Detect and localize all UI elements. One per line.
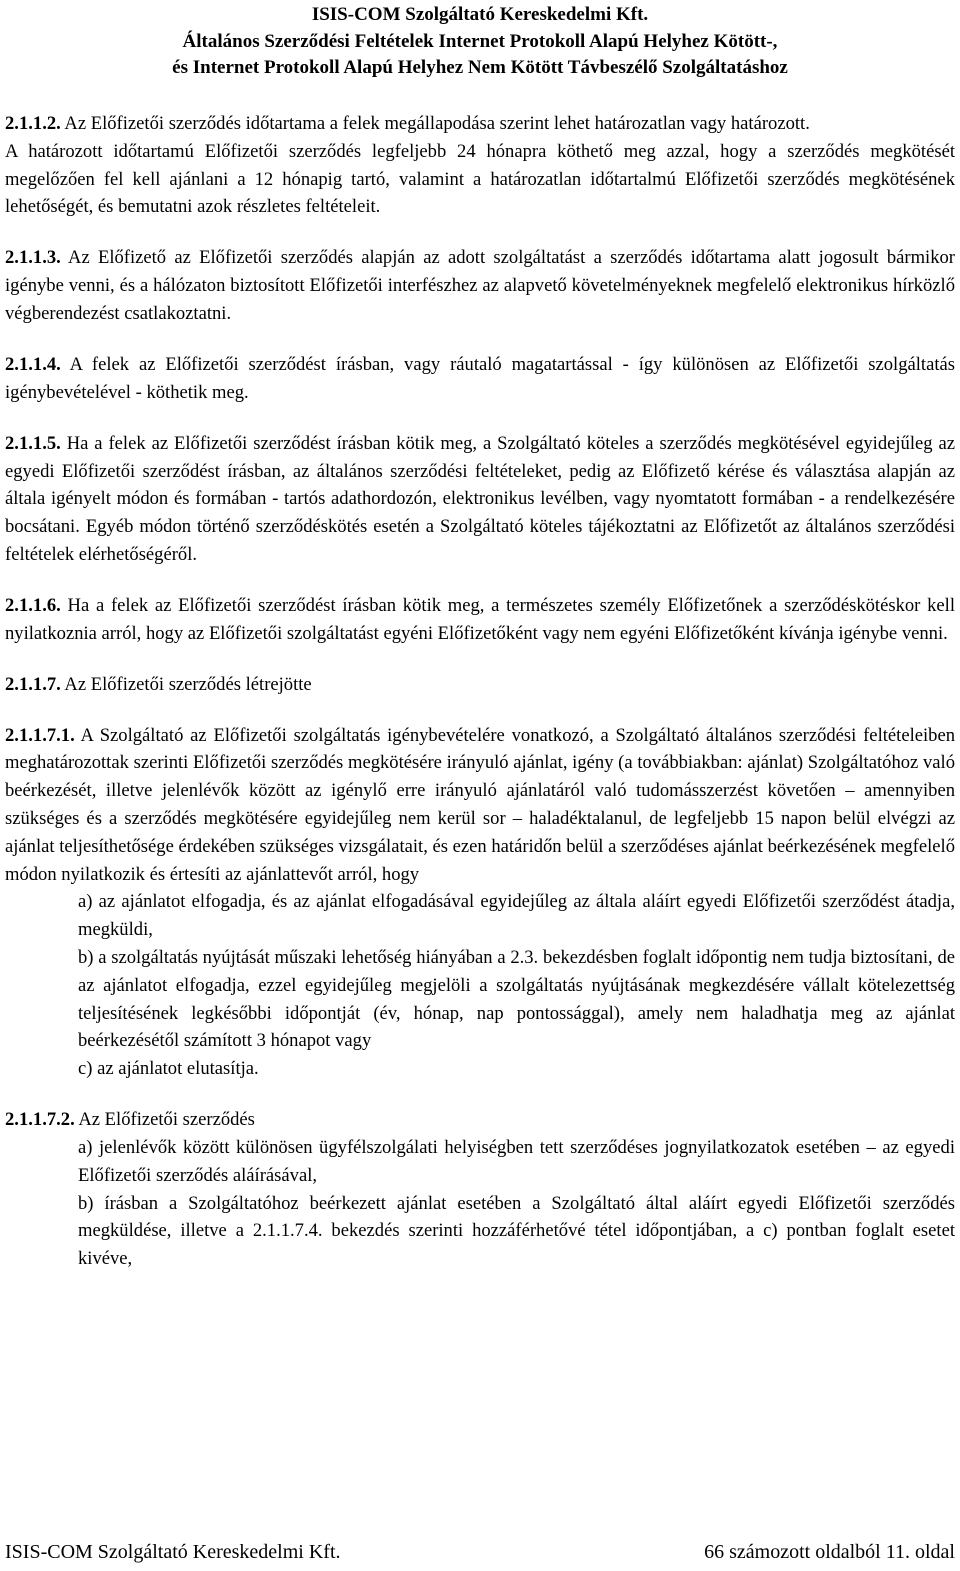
paragraph-2-1-1-7-2 bbox=[5, 1106, 955, 1134]
paragraph-2-1-1-7 bbox=[5, 671, 955, 699]
paragraph-text: Az Előfizetői szerződés időtartama a felek megállapodása szerint lehet határozatlan vagy határozott. bbox=[60, 113, 810, 134]
footer-page-number: 66 számozott oldalból 11. oldal bbox=[704, 1541, 955, 1563]
paragraph-text: A határozott időtartamú Előfizetői szerződés legfeljebb 24 hónapra köthető meg azzal, hogy a szerződés megkötését megelőzően fel kell ajánlani a 12 hónapig tartó, valamint a határozatlan időtartalmú Előfizetői szerződés megkötésének lehetőségét, és bemutatni azok részletes feltételeit. bbox=[5, 140, 955, 218]
section-number: 2.1.1.5. bbox=[5, 432, 61, 454]
page-footer bbox=[5, 1538, 955, 1566]
paragraph-text: Az Előfizetői szerződés bbox=[74, 1109, 255, 1131]
footer-company: ISIS-COM Szolgáltató Kereskedelmi Kft. bbox=[5, 1541, 341, 1563]
section-number: 2.1.1.2. bbox=[5, 113, 61, 134]
header-title-line2: és Internet Protokoll Alapú Helyhez Nem Kötött Távbeszélő Szolgáltatáshoz bbox=[172, 57, 788, 78]
paragraph-2-1-1-4 bbox=[5, 351, 955, 407]
paragraph-2-1-1-2 bbox=[5, 110, 955, 138]
paragraph-2-1-1-7-1 bbox=[5, 722, 955, 889]
paragraph-text: A felek az Előfizetői szerződést írásban, vagy ráutaló magatartással - így különösen az Előfizetői szolgáltatás igénybevételével - köthetik meg. bbox=[5, 353, 955, 403]
section-number: 2.1.1.4. bbox=[5, 353, 61, 375]
section-number: 2.1.1.7.2. bbox=[5, 1109, 75, 1131]
paragraph-2-1-1-6 bbox=[5, 592, 955, 648]
paragraph-2-1-1-2-b bbox=[5, 138, 955, 221]
paragraph-text: Az Előfizetői szerződés létrejötte bbox=[60, 673, 312, 695]
paragraph-2-1-1-3 bbox=[5, 244, 955, 327]
paragraph-text: Ha a felek az Előfizetői szerződést írásban kötik meg, a természetes személy Előfizetőnek a szerződéskötéskor kell nyilatkoznia arról, hogy az Előfizetői szolgáltatást egyéni Előfizetőként vagy nem egyéni Előfizetőként kívánja igénybe venni. bbox=[5, 594, 955, 644]
paragraph-text: Az Előfizető az Előfizetői szerződés alapján az adott szolgáltatást a szerződés időtartama alatt jogosult bármikor igénybe venni, és a hálózaton biztosított Előfizetői interfészhez az alapvető követelményeknek megfelelő elektronikus hírközlő végberendezést csatlakoztatni. bbox=[5, 247, 955, 324]
header-company: ISIS-COM Szolgáltató Kereskedelmi Kft. bbox=[311, 4, 649, 25]
section-number: 2.1.1.7.1. bbox=[5, 724, 75, 746]
list-item: a) az ajánlatot elfogadja, és az ajánlat elfogadásával egyidejűleg az általa aláírt egyedi Előfizetői szerződést átadja, megküldi, bbox=[78, 891, 955, 941]
page-header bbox=[0, 2, 960, 82]
section-number: 2.1.1.7. bbox=[5, 673, 61, 695]
paragraph-2-1-1-5 bbox=[5, 430, 955, 569]
list-item: a) jelenlévők között különösen ügyfélszolgálati helyiségben tett szerződéses jognyilatkozatok esetében – az egyedi Előfizetői szerződés aláírásával, bbox=[78, 1137, 955, 1186]
list-item: b) a szolgáltatás nyújtását műszaki lehetőség hiányában a 2.3. bekezdésben foglalt időpontig nem tudja biztosítani, de az ajánlatot elfogadja, ezzel egyidejűleg megjelöli a szolgáltatás nyújtásának megkezdésére vállalt kötelezettség teljesítésének legkésőbbi időpontját (év, hónap, nap pontossággal), amely nem haladhatja meg az ajánlat beérkezésétől számított 3 hónapot vagy bbox=[78, 947, 955, 1052]
document-body bbox=[5, 110, 955, 1273]
list-item: c) az ajánlatot elutasítja. bbox=[78, 1058, 259, 1080]
paragraph-text: Ha a felek az Előfizetői szerződést írásban kötik meg, a Szolgáltató köteles a szerződés megkötésével egyidejűleg az egyedi Előfizetői szerződést írásban, az általános szerződési feltételeket, pedig az Előfizető kérése és választása alapján az általa igényelt módon és formában - tartós adathordozón, elektronikus levélben, vagy nyomtatott formában - a rendelkezésére bocsátani. Egyéb módon történő szerződéskötés esetén a Szolgáltató köteles tájékoztatni az Előfizetőt az általános szerződési feltételek elérhetőségéről. bbox=[5, 432, 955, 565]
header-title-line1: Általános Szerződési Feltételek Internet Protokoll Alapú Helyhez Kötött-, bbox=[182, 30, 778, 52]
list-item: b) írásban a Szolgáltatóhoz beérkezett ajánlat esetében a Szolgáltató által aláírt egyedi Előfizetői szerződés megküldése, illetve a 2.1.1.7.4. bekezdés szerinti hozzáférhetővé tétel időpontjában, a c) pontban foglalt esetet kivéve, bbox=[78, 1192, 955, 1270]
paragraph-text: A Szolgáltató az Előfizetői szolgáltatás igénybevételére vonatkozó, a Szolgáltató általános szerződési feltételeiben meghatározottak szerinti Előfizetői szerződés megkötésére irányuló ajánlat, igény (a továbbiakban: ajánlat) Szolgáltatóhoz való beérkezését, illetve jelenlévők között az igénylő erre irányuló ajánlatáról való tudomásszerzést követően – amennyiben szükséges és a szerződés megkötésére egyidejűleg nem kerül sor – haladéktalanul, de legfeljebb 15 napon belül elvégzi az ajánlat teljesíthetősége érdekében szükséges vizsgálatait, és ezen határidőn belül a szerződéses ajánlat beérkezésének megfelelő módon nyilatkozik és értesíti az ajánlattevőt arról, hogy bbox=[5, 724, 955, 885]
section-number: 2.1.1.6. bbox=[5, 594, 61, 616]
section-number: 2.1.1.3. bbox=[5, 247, 61, 269]
